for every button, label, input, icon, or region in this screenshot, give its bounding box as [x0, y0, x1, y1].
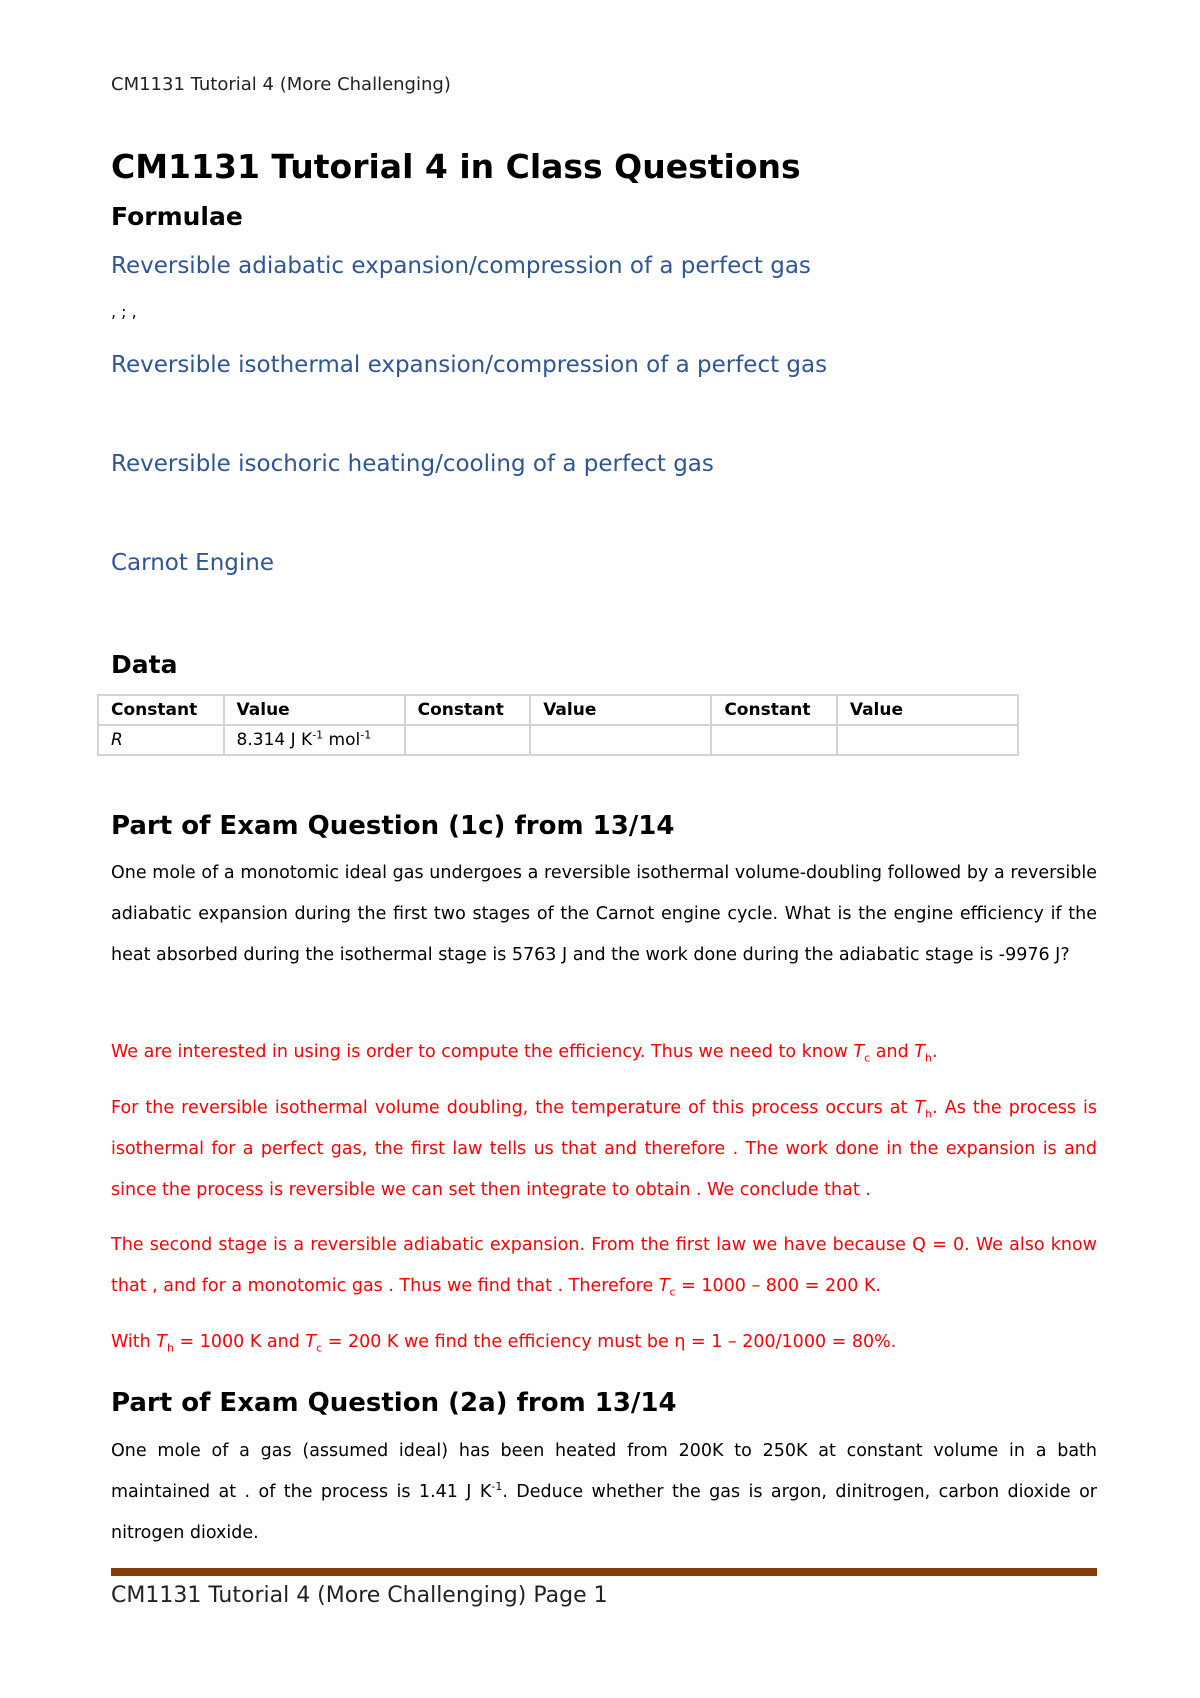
question-2a-text: One mole of a gas (assumed ideal) has been heated from 200K to 250K at constant volume in a bath maintained at . of the process is 1.41 J $K^{-1}$. Deduce whether the gas is argon, dinitrogen, carbon dioxide or nitrogen dioxide. [111, 1441, 1097, 1543]
answer-1c-paragraph-3: The second stage is a reversible adiabatic expansion. From the first law we have because Q = 0. We also know that , and for a monotomic gas . Thus we find that . Therefore $T_c = 1000 - 800 = 200$ K. [111, 1235, 1097, 1299]
table-cell-empty [711, 725, 837, 755]
question-1c-text: One mole of a monotomic ideal gas undergoes a reversible isothermal volume-doubling followed by a reversible adiabatic expansion during the first two stages of the Carnot engine cycle. What is the engine efficiency if the heat absorbed during the isothermal stage is 5763 J and the work done during the adiabatic stage is -9976 J? [111, 863, 1097, 965]
constants-table [97, 694, 1019, 756]
carnot-formula-heading: Carnot Engine [111, 550, 275, 576]
table-header-row [98, 695, 1018, 725]
page-header: CM1131 Tutorial 4 (More Challenging) [111, 74, 451, 95]
table-cell-value: 8.314 J $K^{-1}$ mol$^{-1}$ [224, 725, 405, 755]
adiabatic-formula-heading: Reversible adiabatic expansion/compression of a perfect gas [111, 253, 811, 279]
table-header-cell: Constant [711, 695, 837, 725]
table-cell-empty [837, 725, 1018, 755]
document-title: CM1131 Tutorial 4 in Class Questions [111, 147, 801, 186]
exam-question-1c-heading: Part of Exam Question (1c) from 13/14 [111, 811, 675, 841]
table-header-cell: Value [224, 695, 405, 725]
footer-rule [111, 1568, 1097, 1576]
table-cell-empty [530, 725, 711, 755]
table-header-cell: Value [530, 695, 711, 725]
answer-1c-paragraph-4: With $T_h = 1000$ K and $T_c = 200$ K we find the efficiency must be η = 1 – 200/1000 = 80%. [111, 1332, 897, 1355]
formulae-heading: Formulae [111, 202, 243, 231]
table-row [98, 725, 1018, 755]
table-cell-constant: R [98, 725, 224, 755]
isothermal-formula-heading: Reversible isothermal expansion/compression of a perfect gas [111, 352, 828, 378]
table-header-cell: Constant [98, 695, 224, 725]
adiabatic-formula-separators: , ; , [111, 302, 137, 321]
table-header-cell: Value [837, 695, 1018, 725]
answer-1c-paragraph-1: We are interested in using is order to compute the efficiency. Thus we need to know $T_c$ and $T_h$. [111, 1042, 938, 1065]
exam-question-2a-heading: Part of Exam Question (2a) from 13/14 [111, 1388, 677, 1418]
isochoric-formula-heading: Reversible isochoric heating/cooling of a perfect gas [111, 451, 714, 477]
answer-1c-paragraph-2: For the reversible isothermal volume doubling, the temperature of this process occurs at $T_h$. As the process is isothermal for a perfect gas, the first law tells us that and therefore . The work done in the expansion is and since the process is reversible we can set then integrate to obtain . We conclude that . [111, 1098, 1097, 1200]
table-cell-empty [405, 725, 531, 755]
data-heading: Data [111, 650, 178, 679]
page-footer: CM1131 Tutorial 4 (More Challenging) Page 1 [111, 1583, 608, 1608]
table-header-cell: Constant [405, 695, 531, 725]
